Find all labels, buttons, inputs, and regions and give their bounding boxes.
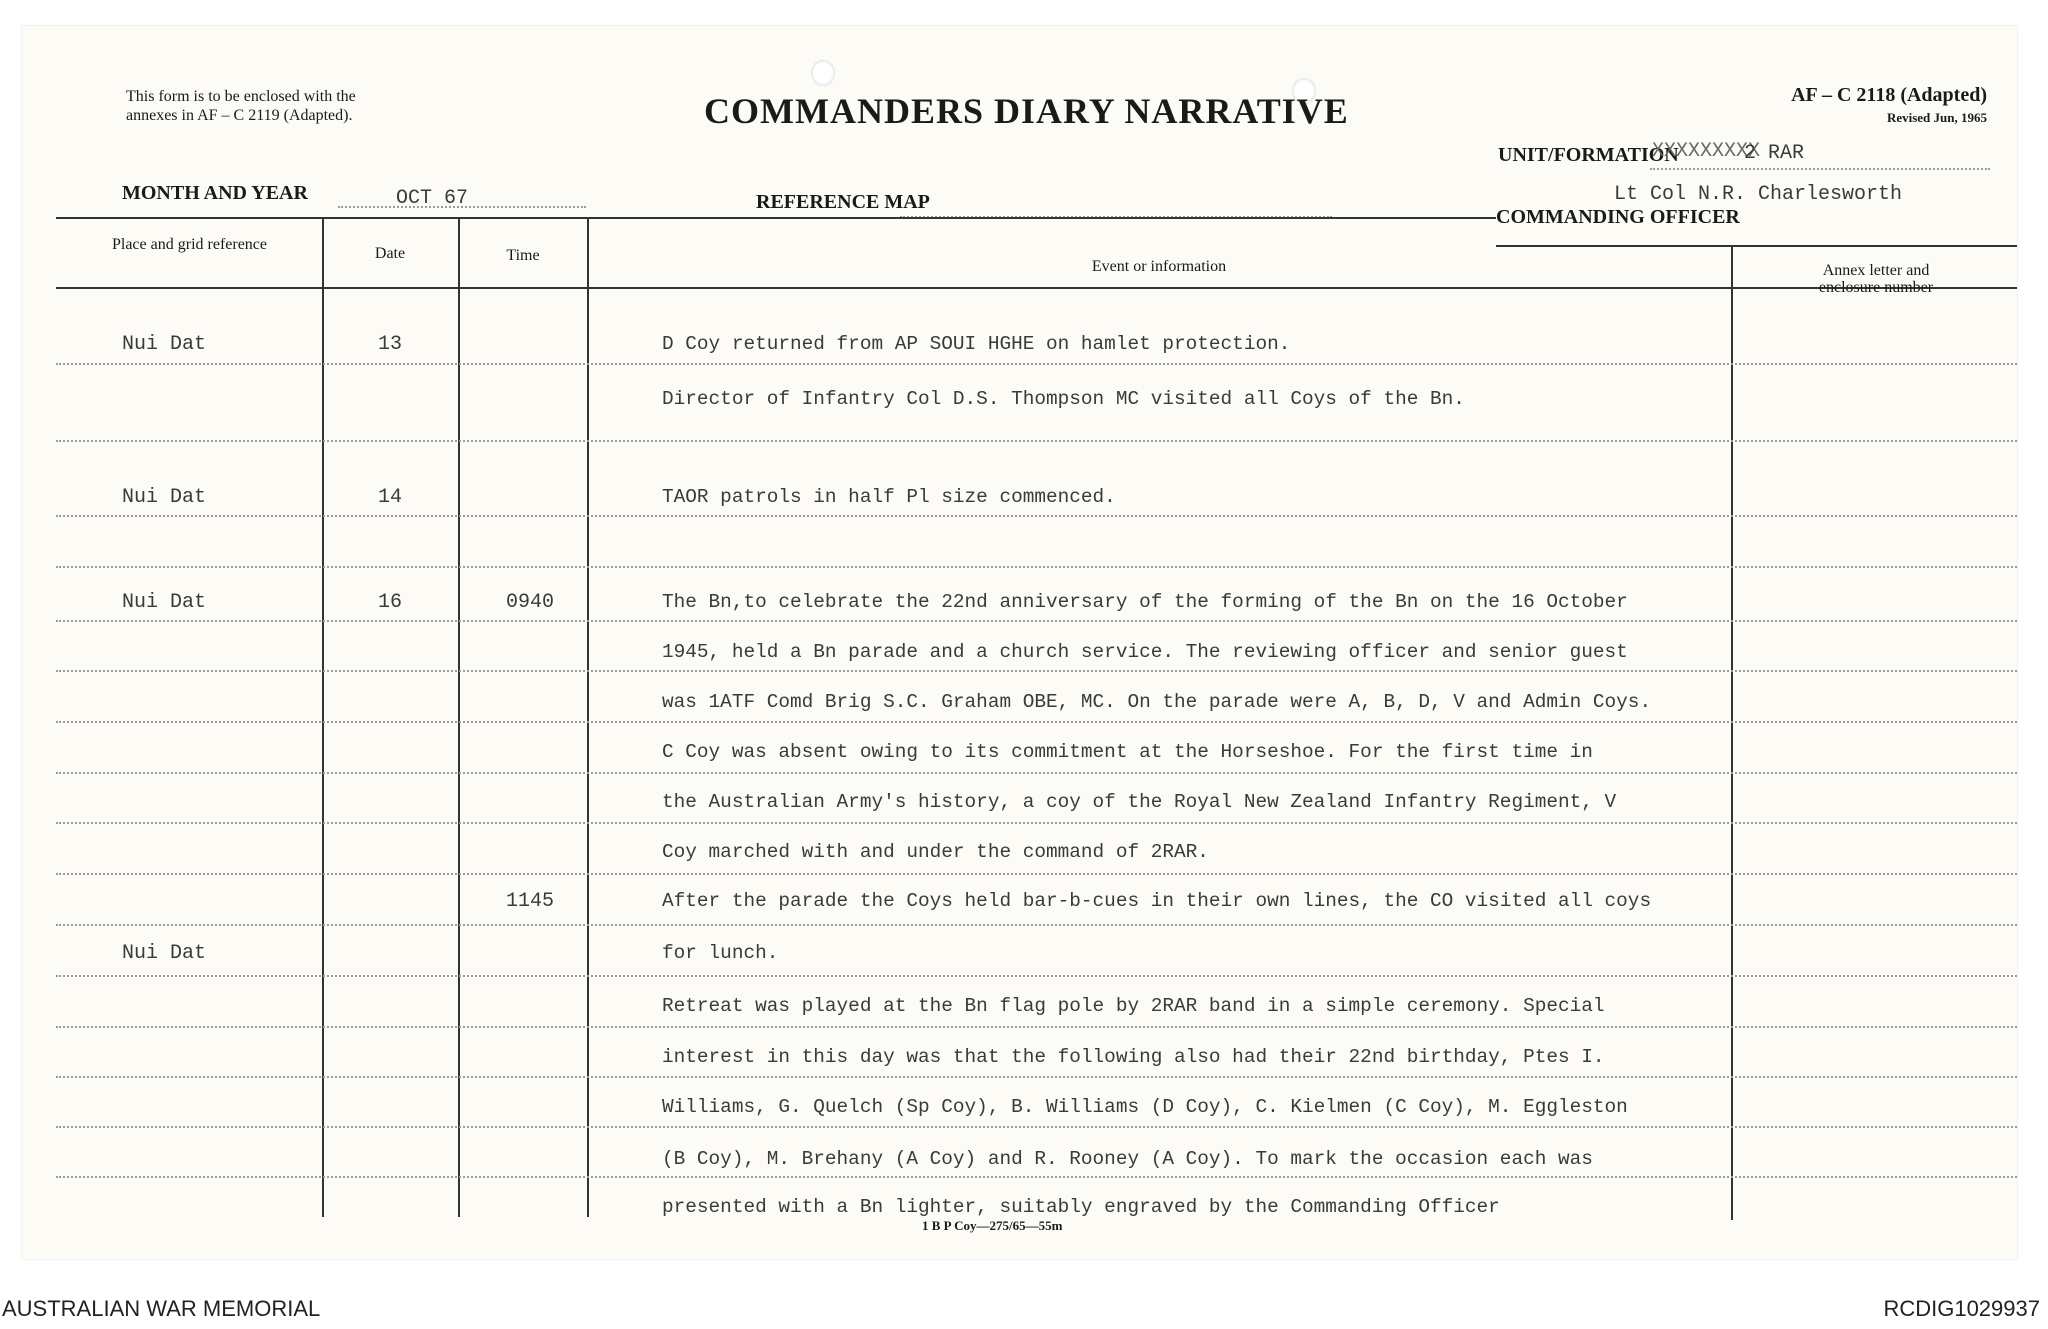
ruled-line bbox=[56, 772, 2017, 774]
unit-label: UNIT/FORMATION bbox=[1498, 144, 1679, 166]
ruled-line bbox=[56, 873, 2017, 875]
punch-hole bbox=[811, 60, 835, 86]
commanding-officer-name: Lt Col N.R. Charlesworth bbox=[1614, 183, 1903, 206]
table-cell-event: was 1ATF Comd Brig S.C. Graham OBE, MC. On the parade were A, B, D, V and Admin Coys. bbox=[662, 691, 1652, 713]
table-cell-place: Nui Dat bbox=[122, 942, 207, 965]
enclosure-note: This form is to be enclosed with the annexes in AF – C 2119 (Adapted). bbox=[126, 88, 356, 124]
column-header-annex: Annex letter and enclosure number bbox=[1818, 262, 1934, 296]
column-divider bbox=[458, 217, 460, 1217]
form-id: AF – C 2118 (Adapted) bbox=[1791, 84, 1987, 106]
ruled-line bbox=[56, 721, 2017, 723]
table-cell-event: 1945, held a Bn parade and a church service. The reviewing officer and senior guest bbox=[662, 641, 1628, 663]
revised-date: Revised Jun, 1965 bbox=[1886, 110, 1987, 125]
unit-value: 2 RAR bbox=[1744, 142, 1805, 165]
month-year-value: OCT 67 bbox=[396, 187, 469, 210]
table-cell-event: Retreat was played at the Bn flag pole by 2RAR band in a simple ceremony. Special bbox=[662, 995, 1605, 1017]
table-cell-place: Nui Dat bbox=[122, 486, 207, 509]
table-cell-date: 16 bbox=[378, 591, 403, 614]
ruled-line bbox=[56, 620, 2017, 622]
commanding-officer-label: COMMANDING OFFICER bbox=[1496, 206, 1740, 228]
table-cell-date: 13 bbox=[378, 333, 403, 356]
ruled-line bbox=[56, 566, 2017, 568]
ruled-line bbox=[56, 1126, 2017, 1128]
column-header-event: Event or information bbox=[1091, 258, 1227, 275]
table-cell-event: The Bn,to celebrate the 22nd anniversary of the forming of the Bn on the 16 October bbox=[662, 591, 1628, 613]
table-cell-date: 14 bbox=[378, 486, 403, 509]
ruled-line bbox=[56, 975, 2017, 977]
page-title: COMMANDERS DIARY NARRATIVE bbox=[704, 91, 1349, 131]
column-header-date: Date bbox=[374, 245, 406, 262]
table-cell-place: Nui Dat bbox=[122, 333, 207, 356]
month-year-label: MONTH AND YEAR bbox=[122, 182, 308, 204]
table-cell-event: (B Coy), M. Brehany (A Coy) and R. Rooney (A Coy). To mark the occasion each was bbox=[662, 1148, 1593, 1170]
unit-dotted-line bbox=[1650, 168, 1990, 170]
table-cell-event: for lunch. bbox=[662, 942, 779, 964]
table-cell-event: interest in this day was that the following also had their 22nd birthday, Ptes I. bbox=[662, 1046, 1605, 1068]
header-bottom-rule bbox=[56, 287, 2017, 289]
table-cell-event: presented with a Bn lighter, suitably engraved by the Commanding Officer bbox=[662, 1196, 1500, 1218]
ruled-line bbox=[56, 1176, 2017, 1178]
column-header-place: Place and grid reference bbox=[111, 236, 267, 253]
table-cell-place: Nui Dat bbox=[122, 591, 207, 614]
table-cell-event: After the parade the Coys held bar-b-cues in their own lines, the CO visited all coys bbox=[662, 890, 1652, 912]
column-divider bbox=[322, 217, 324, 1217]
ruled-line bbox=[56, 515, 2017, 517]
table-cell-event: TAOR patrols in half Pl size commenced. bbox=[662, 486, 1116, 508]
ruled-line bbox=[56, 1076, 2017, 1078]
unit-struck: XXXXXXXXX bbox=[1652, 140, 1761, 163]
footer-record-id: RCDIG1029937 bbox=[1883, 1296, 2040, 1321]
column-divider bbox=[1731, 245, 1733, 1220]
ruled-line bbox=[56, 440, 2017, 442]
table-top-rule bbox=[56, 217, 1496, 219]
month-year-dotted-line bbox=[338, 206, 586, 208]
table-cell-event: D Coy returned from AP SOUI HGHE on hamlet protection. bbox=[662, 333, 1291, 355]
table-cell-event: Williams, G. Quelch (Sp Coy), B. Williams (D Coy), C. Kielmen (C Coy), M. Eggleston bbox=[662, 1096, 1628, 1118]
ruled-line bbox=[56, 924, 2017, 926]
ruled-line bbox=[56, 1026, 2017, 1028]
ruled-line bbox=[56, 822, 2017, 824]
ruled-line bbox=[56, 670, 2017, 672]
table-cell-event: Coy marched with and under the command of 2RAR. bbox=[662, 841, 1209, 863]
printer-mark: 1 B P Coy—275/65—55m bbox=[922, 1218, 1063, 1233]
reference-map-label: REFERENCE MAP bbox=[756, 191, 930, 213]
table-top-rule-annex bbox=[1496, 245, 2017, 247]
footer-source: AUSTRALIAN WAR MEMORIAL bbox=[2, 1296, 321, 1321]
ruled-line bbox=[56, 363, 2017, 365]
table-cell-time: 1145 bbox=[506, 890, 555, 913]
column-header-time: Time bbox=[506, 247, 540, 264]
table-cell-event: C Coy was absent owing to its commitment at the Horseshoe. For the first time in bbox=[662, 741, 1593, 763]
table-cell-event: Director of Infantry Col D.S. Thompson MC visited all Coys of the Bn. bbox=[662, 388, 1465, 410]
diary-form-sheet bbox=[22, 26, 2017, 1259]
column-divider bbox=[587, 217, 589, 1217]
table-cell-event: the Australian Army's history, a coy of the Royal New Zealand Infantry Regiment, V bbox=[662, 791, 1617, 813]
table-cell-time: 0940 bbox=[506, 591, 555, 614]
